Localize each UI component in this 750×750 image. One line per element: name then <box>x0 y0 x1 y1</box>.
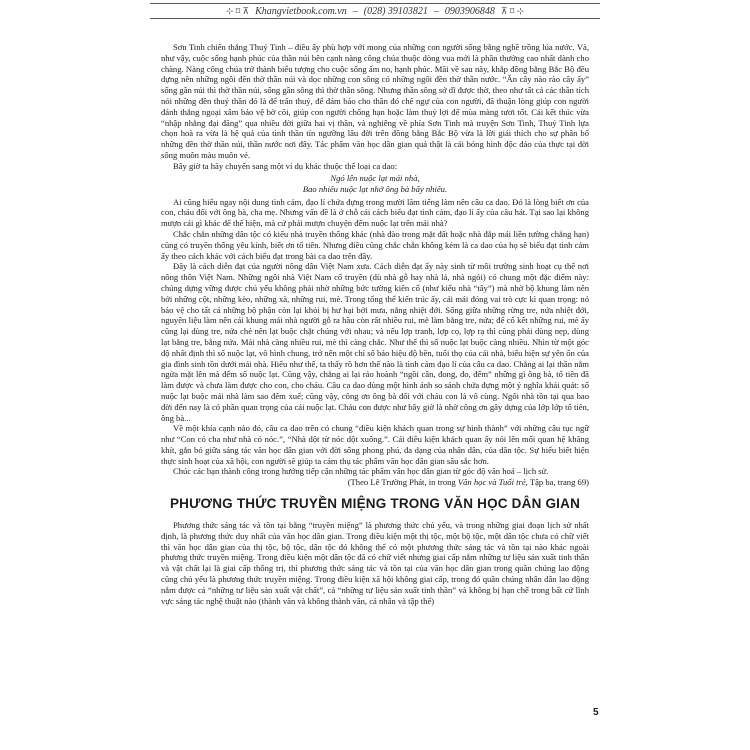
header-phone: 0903906848 <box>444 5 495 17</box>
header-site: Khangvietbook.com.vn <box>255 5 347 17</box>
section-title: PHƯƠNG THỨC TRUYỀN MIỆNG TRONG VĂN HỌC DÂN GIAN <box>169 496 581 512</box>
citation-prefix: (Theo Lê Trường Phát, in trong <box>347 477 458 488</box>
citation <box>161 477 589 488</box>
header-ornament-left: ⊹ ⌑ ⊼ <box>225 5 250 16</box>
header-separator: – <box>433 5 439 17</box>
citation-suffix: , Tập ba, trang 69) <box>525 477 589 488</box>
body-paragraph: Đây là cách diễn đạt của người nông dân Việt Nam xưa. Cách diễn đạt ấy này sinh từ môi trường sinh hoạt cụ thể nơi nông thôn Việt Nam. Những ngôi nhà Việt Nam cổ truyền (dù nhà gỗ hay nhà lá, nhà ngói) có chung một đặc điểm này: chúng dựng vững được chủ yếu không phải nhờ những bức tường kiên cố (như kiểu nhà “tây”) mà nhờ bộ khung làm nên bởi những cột, những kèo, những xà, những rui, mè. Trong tổng thể kiến trúc ấy, cái mái đóng vai trò cực kì quan trọng: nó bảo vệ cho tất cả những bộ phận còn lại khỏi bị hư hại bởi mưa, nắng nhiệt đới. Sống giữa những rừng tre, nứa nhiệt đới, nguyên liệu làm nên cái khung mái nhà người gỗ ra hầu còn rất nhiều rui, mè làm bằng tre, nứa; để cố kết những rui, mè ấy cũng lại dùng tre, nứa chẻ nên lạt buộc chặt chúng với nhau; và nếu lợp tranh, lợp cọ, lợp rạ thì cũng phải dùng nẹp, dùng lạt bằng tre, bằng nứa. Mái nhà càng nhiều rui, mè thì càng chắc. Như thế thì số nuộc lạt buộc càng nhiều. Nhìn từ một góc độ nhất định thì số nuộc lạt, vô hình chung, trở nên một chỉ số báo hiệu độ bền, tuổi thọ của cái nhà, biểu hiện sự yên ổn của gia đình sinh tồn dưới mái nhà. Hiểu như thế, ta thấy rõ hơn thế nào là tình cảm đạo lí của câu ca dao. Chẳng ai lại thần nằm ngửa mặt lên mà đếm số nuộc lạt. Cũng vậy, chẳng ai lại rảo hoành “ngồi cân, đong, đo, đếm” những gì ông bà, tổ tiên đã làm được và chưa làm được cho con, cho cháu. Câu ca dao dùng một hình ảnh so sánh chứa đựng một ý nghĩa khái quát: số nuộc lạt buộc mái nhà làm sao đếm xuể; cũng vậy, công ơn ông bà đối với cháu con là vô cùng. Ngôi nhà tồn tại qua bao đời đến nay là có phần quan trọng của cái nuộc lạt. Cháu con được như bây giờ là nhờ công ơn gây dựng của lớp lớp tổ tiên, ông bà... <box>161 261 589 423</box>
header-separator: – <box>352 5 358 17</box>
page-header <box>150 3 600 19</box>
page-content <box>161 42 589 606</box>
header-ornament-right: ⊼ ⌑ ⊹ <box>500 5 525 16</box>
page-number: 5 <box>593 707 599 718</box>
body-paragraph: Chúc các bạn thành công trong hướng tiếp cận những tác phẩm văn học dân gian từ góc độ văn hoá – lịch sử. <box>173 466 549 477</box>
citation-journal: Văn học và Tuổi trẻ <box>457 477 526 488</box>
body-paragraph: Về một khía cạnh nào đó, câu ca dao trên có chung “điều kiện khách quan trong sự hình thành” với những câu tục ngữ như “Con có cha như nhà có nóc.”, “Nhà dột từ nóc dột xuống.”. Cái điều kiện khách quan ấy nói lên mối quan hệ khăng khít, gắn bó giữa sáng tác văn học dân gian với đời sống phong phú, đa dạng của nhân dân, của dân tộc. Sự hiểu biết hiện thực sinh hoạt của xã hội, con người sẽ giúp ta cảm thụ tác phẩm văn học dân gian sâu sắc hơn. <box>161 423 589 466</box>
body-paragraph: Bây giờ ta hãy chuyển sang một ví dụ khác thuộc thể loại ca dao: <box>173 160 398 171</box>
body-paragraph: Chắc chắn những dân tộc có kiểu nhà truyền thống khác (nhà đào trong mặt đất hoặc nhà đắp mái liền tường chẳng hạn) cũng có truyền thống yêu kính, biết ơn tổ tiên. Nhưng điều cũng chắc chắn không kém là ca dao của họ sẽ biểu đạt tình cảm ấy theo cách khác với cách biểu đạt trong bài ca dao trên đây. <box>161 228 589 261</box>
poem-line: Bao nhiêu nuộc lạt nhớ ông bà bấy nhiêu. <box>302 183 448 194</box>
section-paragraph: Phương thức sáng tác và tồn tại bằng “truyền miệng” là phương thức chủ yếu, và trong những giai đoạn lịch sử nhất định, là phương thức duy nhất của văn học dân gian. Trong điều kiện một thị tộc, một bộ tộc, một dân tộc chưa có chữ viết thì văn học dân gian của thị tộc, bộ tộc, dân tộc đó không thể có một phương thức sáng tác và tồn tại nào khác ngoài phương thức truyền miệng. Trong điều kiện một dân tộc đã có chữ viết nhưng giai cấp nắm những tư liệu sản xuất tinh thần và vật chất lại là giai cấp thống trị, thì phương thức sáng tác và tồn tại của văn học dân gian trong quần chúng lao động cũng chủ yếu là phương thức truyền miệng. Trong điều kiện xã hội không giai cấp, trong đó quần chúng nhân dân lao động nắm được cả “những tư liệu sản xuất vật chất”, cả “những tư liệu sản xuất tinh thần” và không bị hạn chế trong bất cứ lĩnh vực sáng tác nghệ thuật nào (thành văn và không thành văn, cá nhân và tập thể) <box>161 520 589 606</box>
body-paragraph: Sơn Tinh chiến thắng Thuỷ Tinh – điều ấy phù hợp với mong của những con người sống bằng nghề trồng lúa nước. Và, như vậy, cuộc sống hạnh phúc của thần núi bên cạnh nàng công chúa thuộc dòng vua mới là phần thưởng cao nhất dành cho chàng. Nàng công chúa trở thành biểu tượng cho cuộc sống ấm no, hạnh phúc. Mãi về sau này, khắp đồng bằng Bắc Bộ đều dựng nên những ngôi đền thờ thần núi và dọc những con sông có những ngôi đền thờ thần nước. “Ăn cây nào rào cây ấy” sống gần núi thì thờ thần núi, sống gần sông thì thờ thần sông. Nhưng thần sông sở dĩ được thờ, theo như tất cả các thần tích nói những đền thuỷ thần đó là để trấn thuỷ, để đảm bảo cho thần đó chế ngự của con người, đã thuận lòng giúp con người đánh thắng ngoại xâm bảo vệ bờ cõi, giúp con người chống hạn hoặc làm thuỷ lợi để mùa màng tươi tốt. Cái kết thúc vừa “nhập nhằng đại đăng” qua nhiều đời giữa hai vị thần, và nghiêng về phía Sơn Tinh mà truyện Sơn Tinh, Thuỷ Tinh lựa chọn hoà ra vừa là hệ quả của tình thần tín ngưỡng lâu đời trên đồng bằng Bắc Bộ vừa là lời giải thích cho sự phân bố những đền thờ thần núi, thần nước nơi đây. Tác phẩm văn học dân gian quả thật là cái bóng hình độc đáo của thực tại đời sống muôn màu muôn vẻ. <box>161 42 589 160</box>
poem-block <box>161 173 589 195</box>
body-paragraph: Ai cũng hiểu ngay nội dung tình cảm, đạo lí chứa đựng trong mười lăm tiếng làm nên câu ca dao. Đó là lòng biết ơn của con, cháu đối với ông bà, cha mẹ. Nhưng vấn đề là ở chỗ cái cách biểu đạt tình cảm, đạo lí ấy của câu hát. Tại sao lại không mượn cái gì khác để thể hiện, mà cứ phải mượn chuyện đếm nuộc lạt trên mái nhà? <box>161 196 589 229</box>
poem-line: Ngó lên nuộc lạt mái nhà, <box>330 172 420 183</box>
header-phone: (028) 39103821 <box>363 5 428 17</box>
